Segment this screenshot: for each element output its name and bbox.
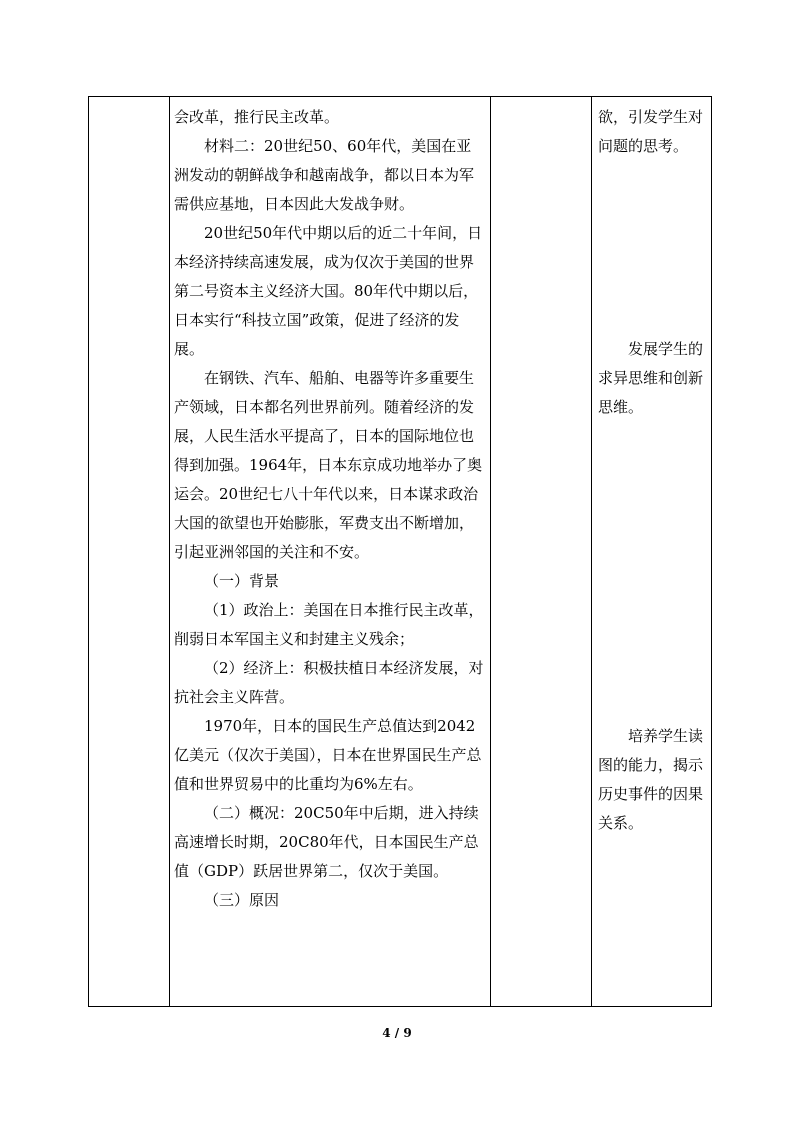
- design-intent-notes: [592, 97, 711, 1006]
- intent-note: 欲，引发学生对问题的思考。: [598, 108, 704, 155]
- content-paragraph: 20世纪50年代中期以后的近二十年间，日本经济持续高速发展，成为仅次于美国的世界第二号资本主义经济大国。80年代中期以后，日本实行“科技立国”政策，促进了经济的发展。: [174, 224, 483, 358]
- content-paragraph: 在钢铁、汽车、船舶、电器等许多重要生产领域，日本都名列世界前列。随着经济的发展，人民生活水平提高了，日本的国际地位也得到加强。1964年，日本东京成功地举办了奥运会。20世纪七八十年代以来，日本谋求政治大国的欲望也开始膨胀，军费支出不断增加，引起亚洲邻国的关注和不安。: [174, 369, 483, 561]
- intent-note: 发展学生的求异思维和创新思维。: [598, 340, 704, 416]
- column-3-cell: [491, 97, 592, 1007]
- lesson-table: [88, 96, 712, 1007]
- design-intent-cell: [592, 97, 712, 1007]
- section-heading: （三）原因: [204, 891, 280, 909]
- content-paragraph: （1）政治上：美国在日本推行民主改革，削弱日本军国主义和封建主义残余；: [174, 601, 484, 648]
- content-paragraph: （2）经济上：积极扶植日本经济发展，对抗社会主义阵营。: [174, 659, 484, 706]
- teaching-content: [170, 97, 490, 915]
- content-paragraph: 1970年，日本的国民生产总值达到2042亿美元（仅次于美国），日本在世界国民生产总值和世界贸易中的比重均为6%左右。: [174, 717, 482, 793]
- teaching-content-cell: [170, 97, 491, 1007]
- content-paragraph: （二）概况：20C50年中后期，进入持续高速增长时期，20C80年代，日本国民生产总值（GDP）跃居世界第二，仅次于美国。: [174, 804, 479, 880]
- section-heading: （一）背景: [204, 572, 280, 590]
- table-row: [89, 97, 712, 1007]
- intent-note: 培养学生读图的能力，揭示历史事件的因果关系。: [598, 727, 704, 832]
- column-1-cell: [89, 97, 170, 1007]
- content-paragraph: 会改革，推行民主改革。: [174, 108, 340, 126]
- page-number: 4 / 9: [382, 1026, 412, 1040]
- content-paragraph: 材料二：20世纪50、60年代，美国在亚洲发动的朝鲜战争和越南战争，都以日本为军需供应基地，日本因此大发战争财。: [174, 137, 475, 213]
